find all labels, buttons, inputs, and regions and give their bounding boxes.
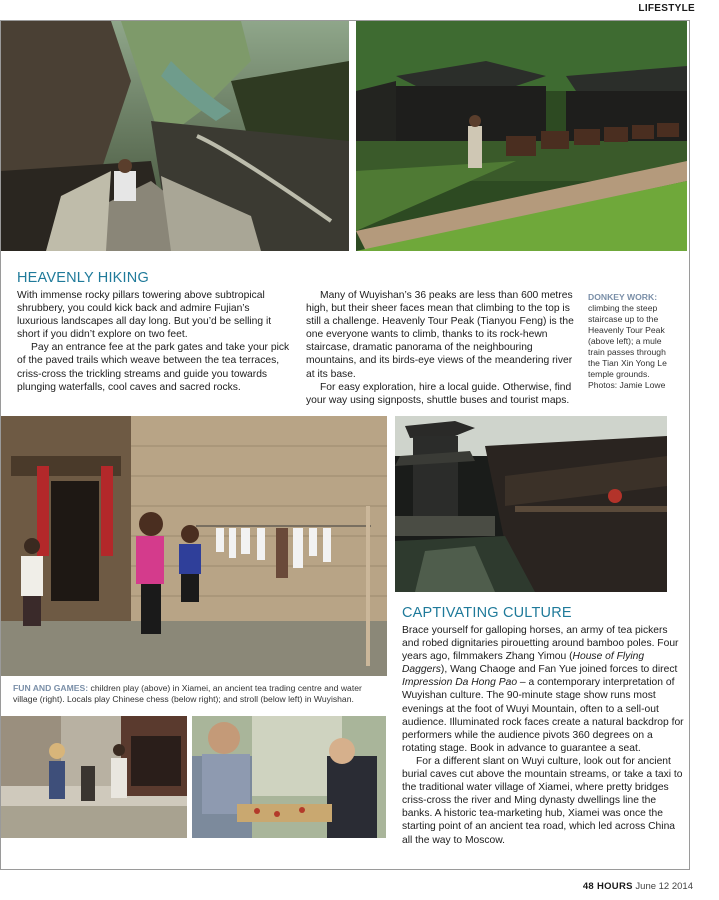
footer-magazine: 48 HOURS [582,881,633,892]
culture-paragraph-1 [402,624,684,755]
hiking-column-2 [306,289,578,407]
donkey-work-caption [588,292,676,391]
culture-body [402,624,684,847]
photo-children-playing [1,416,387,676]
section-label: LIFESTYLE [638,3,695,14]
hiking-paragraph-2: Pay an entrance fee at the park gates and take your pick of the paved trails which weave between the tea terraces, criss-cross the trickling streams and guide you towards plunging waterfalls, cool caves and sacred rocks. [17,342,290,393]
culture-paragraph-2: For a different slant on Wuyi culture, look out for ancient burial caves cut above the mountain streams, or take a taxi to the traditional water village of Xiamei, where pretty bridges criss-cross the river and Ming dynasty dwellings line the banks. A historic tea-marketing hub, Xiamei was once the starting point of an ancient tea road, which led across China all the way to Moscow. [402,755,683,846]
culture-heading: CAPTIVATING CULTURE [402,605,572,621]
photo-locals-strolling [1,716,187,838]
photo-credit: Photos: Jamie Lowe [588,380,666,390]
photo-chinese-chess [192,716,386,838]
donkey-work-caption-title: DONKEY WORK: [588,292,658,302]
culture-p1-part-c: – a contemporary interpretation of Wuyishan culture. The 90-minute stage show runs most evenings at the foot of Wuyi Mountain, often to a sell-out audience. Illuminated rock faces create a natural backdrop for performers while the audience pivots 360 degrees on a rotating stage. Book in advance to guarantee a seat. [402,677,684,754]
page-footer [583,881,693,892]
culture-p1-part-b: ), Wang Chaoge and Fan Yue joined forces to direct [440,664,678,676]
hiking-paragraph-1: With immense rocky pillars towering above subtropical shrubbery, you could kick back and admire Fujian’s luxurious landscapes all day long. But you’d be selling it short if you didn’t explore on two feet. [17,290,272,341]
culture-p1-part-a: Brace yourself for galloping horses, an army of tea pickers and robed dignitaries pirouetting around bamboo poles. Four years ago, filmmakers Zhang Yimou ( [402,625,679,663]
donkey-work-caption-text: climbing the steep staircase up to the Heavenly Tour Peak (above left); a mule train passes through the Tian Xin Yong Le temple grounds. [588,303,667,379]
photo-mule-train-temple [356,21,687,251]
hiking-paragraph-4: For easy exploration, hire a local guide. Otherwise, find your way using signposts, shuttle buses and tourist maps. [306,381,572,406]
hiking-column-1 [17,289,293,394]
film-title-impression: Impression Da Hong Pao [402,677,518,689]
photo-water-village [395,416,667,592]
hiking-paragraph-3: Many of Wuyishan’s 36 peaks are less than 600 metres high, but their sheer faces mean that climbing to the top is still a challenge. Heavenly Tour Peak (Tianyou Feng) is the one everyone wants to climb, thanks to its rock-hewn staircase, dramatic panorama of the neighbouring mountains, and its birds-eye views of the meandering river at its base. [306,290,574,380]
film-title-flying-daggers: House of Flying Daggers [402,651,645,676]
footer-date: June 12 2014 [635,881,693,892]
fun-caption-title: FUN AND GAMES: [13,683,89,693]
hiking-heading: HEAVENLY HIKING [17,270,149,286]
photo-staircase-climb [1,21,349,251]
fun-and-games-caption [13,683,383,705]
fun-caption-text: children play (above) in Xiamei, an ancient tea trading centre and water village (right). Locals play Chinese chess (below right); and stroll (below left) in Wuyishan. [13,683,362,704]
